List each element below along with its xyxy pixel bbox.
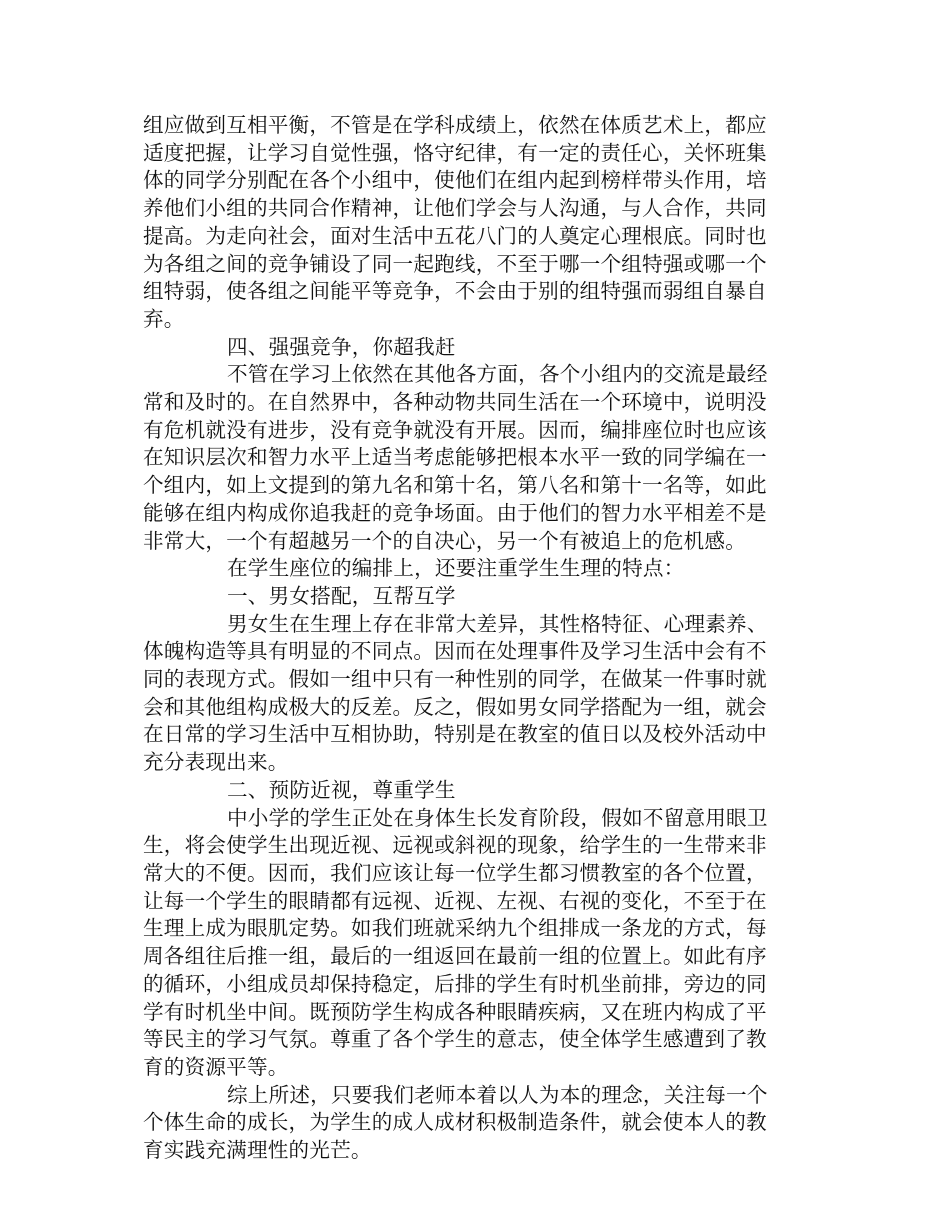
- text-line: 男女生在生理上存在非常大差异，其性格特征、心理素养、: [227, 611, 768, 636]
- text-line: 个体生命的成长，为学生的成人成材积极制造条件，就会使本人的教: [143, 1110, 767, 1135]
- text-line: 充分表现出来。: [143, 750, 289, 775]
- text-line: 二、预防近视，尊重学生: [227, 777, 456, 802]
- text-line: 常和及时的。在自然界中，各种动物共同生活在一个环境中，说明没: [143, 390, 767, 415]
- text-line: 有危机就没有进步，没有竞争就没有开展。因而，编排座位时也应该: [143, 417, 767, 442]
- text-line: 不管在学习上依然在其他各方面，各个小组内的交流是最经: [227, 362, 768, 387]
- paragraph-p8: [143, 805, 811, 1082]
- paragraph-p9: [143, 1082, 811, 1165]
- text-line: 个组内，如上文提到的第九名和第十名，第八名和第十一名等，如此: [143, 473, 767, 498]
- text-line: 生，将会使学生出现近视、远视或斜视的现象，给学生的一生带来非: [143, 833, 767, 858]
- document-body: [143, 112, 811, 1165]
- text-line: 在知识层次和智力水平上适当考虑能够把根本水平一致的同学编在一: [143, 445, 767, 470]
- text-line: 周各组往后推一组，最后的一组返回在最前一组的位置上。如此有序: [143, 944, 767, 969]
- text-line: 能够在组内构成你追我赶的竞争场面。由于他们的智力水平相差不是: [143, 500, 767, 525]
- text-line: 体魄构造等具有明显的不同点。因而在处理事件及学习生活中会有不: [143, 639, 767, 664]
- text-line: 的循环，小组成员却保持稳定，后排的学生有时机坐前排，旁边的同: [143, 971, 767, 996]
- text-line: 一、男女搭配，互帮互学: [227, 583, 456, 608]
- text-line: 等民主的学习气氛。尊重了各个学生的意志，使全体学生感遭到了教: [143, 1027, 767, 1052]
- text-line: 四、强强竞争，你超我赶: [227, 334, 456, 359]
- text-line: 提高。为走向社会，面对生活中五花八门的人奠定心理根底。同时也: [143, 223, 767, 248]
- text-line: 体的同学分别配在各个小组中，使他们在组内起到榜样带头作用，培: [143, 168, 767, 193]
- text-line: 让每一个学生的眼睛都有远视、近视、左视、右视的变化，不至于在: [143, 888, 767, 913]
- paragraph-p6: [143, 611, 811, 777]
- text-line: 中小学的学生正处在身体生长发育阶段，假如不留意用眼卫: [227, 805, 768, 830]
- text-line: 育实践充满理性的光芒。: [143, 1138, 372, 1163]
- text-line: 弃。: [143, 306, 185, 331]
- text-line: 同的表现方式。假如一组中只有一种性别的同学，在做某一件事时就: [143, 667, 767, 692]
- paragraph-p5: [143, 583, 811, 611]
- text-line: 在学生座位的编排上，还要注重学生生理的特点：: [227, 556, 685, 581]
- text-line: 组特弱，使各组之间能平等竞争，不会由于别的组特强而弱组自暴自: [143, 279, 767, 304]
- paragraph-p1: [143, 112, 811, 334]
- text-line: 育的资源平等。: [143, 1054, 289, 1079]
- text-line: 为各组之间的竞争铺设了同一起跑线，不至于哪一个组特强或哪一个: [143, 251, 767, 276]
- paragraph-p3: [143, 361, 811, 555]
- paragraph-p4: [143, 555, 811, 583]
- text-line: 会和其他组构成极大的反差。反之，假如男女同学搭配为一组，就会: [143, 694, 767, 719]
- text-line: 组应做到互相平衡，不管是在学科成绩上，依然在体质艺术上，都应: [143, 113, 767, 137]
- text-line: 生理上成为眼肌定势。如我们班就采纳九个组排成一条龙的方式，每: [143, 916, 767, 941]
- text-line: 养他们小组的共同合作精神，让他们学会与人沟通，与人合作，共同: [143, 196, 767, 221]
- paragraph-p2: [143, 334, 811, 362]
- text-line: 在日常的学习生活中互相协助，特别是在教室的值日以及校外活动中: [143, 722, 767, 747]
- text-line: 非常大，一个有超越另一个的自决心，另一个有被追上的危机感。: [143, 528, 747, 553]
- text-line: 适度把握，让学习自觉性强，恪守纪律，有一定的责任心，关怀班集: [143, 140, 767, 165]
- text-line: 学有时机坐中间。既预防学生构成各种眼睛疾病，又在班内构成了平: [143, 999, 767, 1024]
- text-line: 综上所述，只要我们老师本着以人为本的理念，关注每一个: [227, 1082, 768, 1107]
- text-line: 常大的不便。因而，我们应该让每一位学生都习惯教室的各个位置，: [143, 860, 767, 885]
- paragraph-p7: [143, 777, 811, 805]
